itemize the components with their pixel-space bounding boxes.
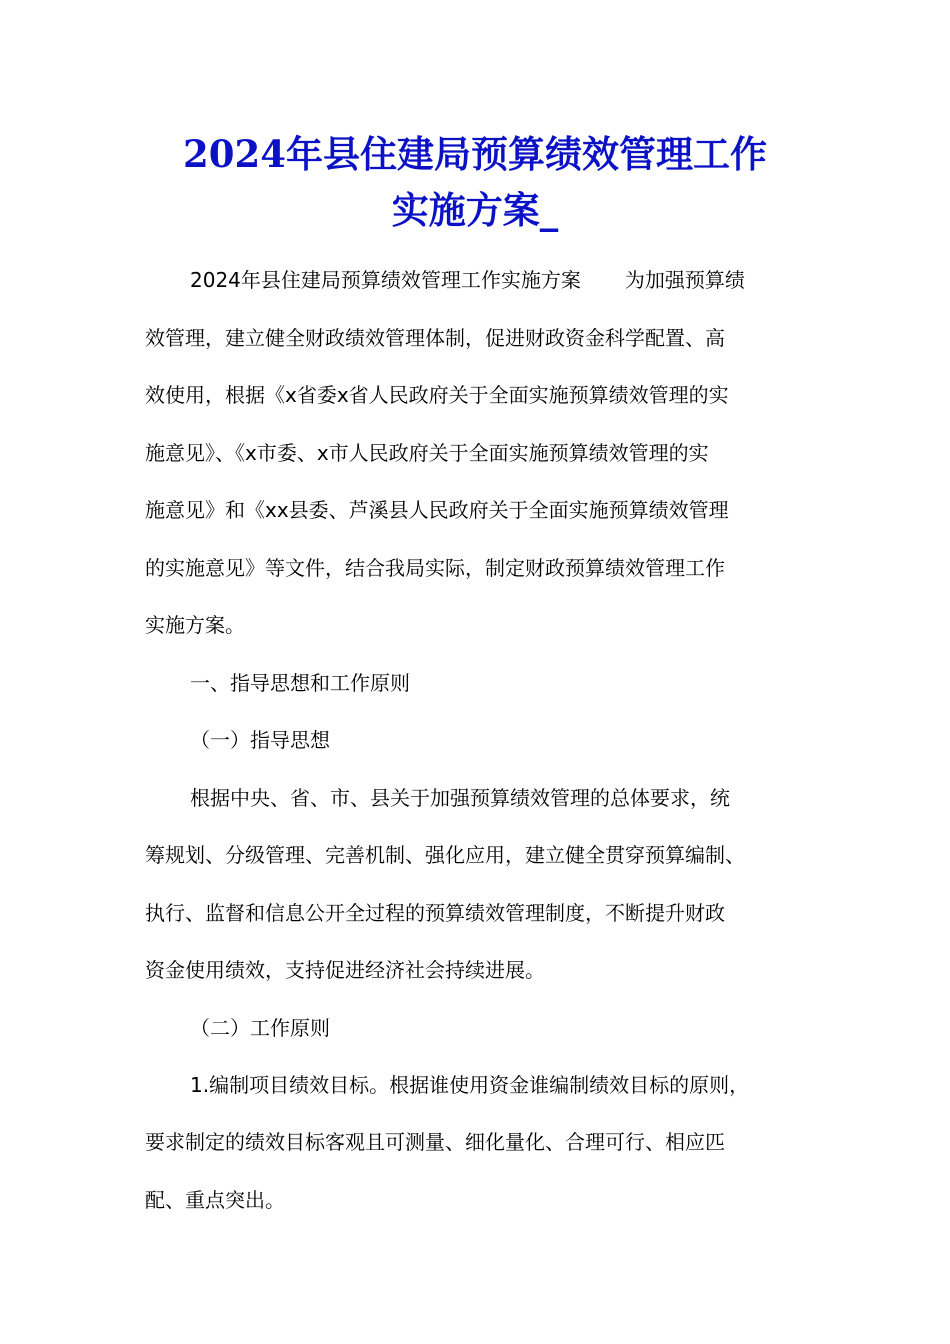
paragraph-1-line-1-a: 2024年县住建局预算绩效管理工作实施方案	[190, 268, 581, 292]
paragraph-1-line-4: 施意见》、《x市委、x市人民政府关于全面实施预算绩效管理的实	[145, 441, 709, 465]
section-heading-1: 一、指导思想和工作原则	[190, 671, 410, 695]
paragraph-1-line-1	[190, 270, 745, 290]
paragraph-2-line-3: 执行、监督和信息公开全过程的预算绩效管理制度，不断提升财政	[145, 901, 725, 925]
document-title-line-1: 2024年县住建局预算绩效管理工作	[183, 132, 767, 176]
paragraph-1-line-6: 的实施意见》等文件，结合我局实际，制定财政预算绩效管理工作	[145, 556, 725, 580]
paragraph-1-line-2: 效管理，建立健全财政绩效管理体制，促进财政资金科学配置、高	[145, 326, 725, 350]
paragraph-2-line-4: 资金使用绩效，支持促进经济社会持续进展。	[145, 958, 545, 982]
paragraph-2-line-2: 筹规划、分级管理、完善机制、强化应用，建立健全贯穿预算编制、	[145, 843, 745, 867]
paragraph-3-line-2: 要求制定的绩效目标客观且可测量、细化量化、合理可行、相应匹	[145, 1130, 725, 1154]
paragraph-1-line-7: 实施方案。	[145, 613, 245, 637]
subsection-heading-2: （二）工作原则	[190, 1016, 330, 1040]
paragraph-3-line-1: 1.编制项目绩效目标。根据谁使用资金谁编制绩效目标的原则，	[190, 1073, 750, 1097]
paragraph-2-line-1: 根据中央、省、市、县关于加强预算绩效管理的总体要求，统	[190, 786, 730, 810]
paragraph-1-line-3: 效使用，根据《x省委x省人民政府关于全面实施预算绩效管理的实	[145, 383, 729, 407]
subsection-heading-1: （一）指导思想	[190, 728, 330, 752]
paragraph-1-line-5: 施意见》和《xx县委、芦溪县人民政府关于全面实施预算绩效管理	[145, 498, 729, 522]
paragraph-1-line-1-b: 为加强预算绩	[624, 268, 745, 292]
document-title-line-2: 实施方案_	[391, 188, 559, 232]
paragraph-3-line-3: 配、重点突出。	[145, 1188, 285, 1212]
